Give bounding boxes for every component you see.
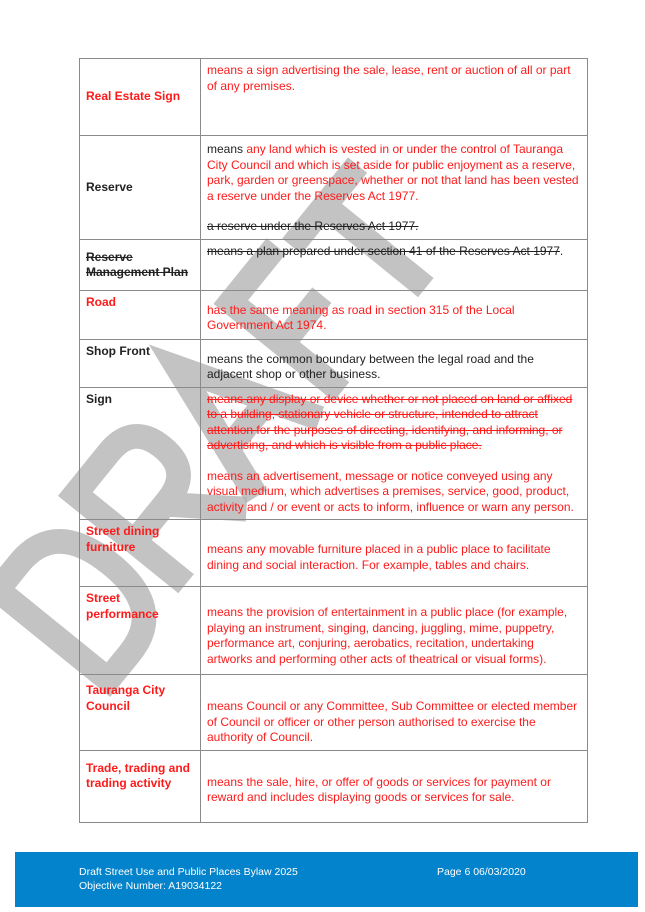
term: Road bbox=[80, 290, 201, 339]
table-row bbox=[80, 290, 588, 339]
table-row bbox=[80, 750, 588, 822]
definition: means the common boundary between the legal road and the adjacent shop or other business. bbox=[201, 339, 588, 387]
table-row bbox=[80, 136, 588, 240]
definition-text: . bbox=[559, 243, 564, 258]
definition: means the sale, hire, or offer of goods or services for payment or reward and includes displaying goods or services for sale. bbox=[201, 750, 588, 822]
definition: has the same meaning as road in section 315 of the Local Government Act 1974. bbox=[201, 290, 588, 339]
definition-prefix: means bbox=[207, 142, 247, 156]
page-footer bbox=[15, 852, 638, 907]
table-row bbox=[80, 239, 588, 290]
definition: means Council or any Committee, Sub Committee or elected member of Council or officer or other person authorised to exercise the authority of Council. bbox=[201, 675, 588, 751]
table-row bbox=[80, 59, 588, 136]
definition-text: any land which is vested in or under the control of Tauranga City Council and which is set aside for public enjoyment as a reserve, park, garden or greenspace, whether or not that land has been vested a reserve under the Reserves Act 1977. bbox=[207, 142, 579, 203]
definition bbox=[201, 59, 588, 136]
deleted-text: means a plan prepared under section 41 of the Reserves Act 1977 bbox=[207, 243, 560, 258]
deleted-text: a reserve under the Reserves Act 1977. bbox=[207, 219, 419, 233]
term: Real Estate Sign bbox=[80, 59, 201, 136]
table-row bbox=[80, 387, 588, 520]
deleted-text: means any display or device whether or not placed on land or affixed to a building, stationary vehicle or structure, intended to attract attention for the purposes of directing, identifying, and informing, or advertising, and which is visible from a public place. bbox=[207, 391, 573, 452]
term: Street dining furniture bbox=[80, 520, 201, 587]
definition bbox=[201, 136, 588, 240]
definitions-table bbox=[79, 58, 588, 823]
term: Shop Front bbox=[80, 339, 201, 387]
footer-page-date: Page 6 06/03/2020 bbox=[437, 866, 526, 878]
table-row bbox=[80, 339, 588, 387]
table-row bbox=[80, 587, 588, 675]
table-row bbox=[80, 675, 588, 751]
definition: means the provision of entertainment in a public place (for example, playing an instrument, singing, dancing, juggling, mime, puppetry, performance art, conjuring, aerobatics, recitation, undertaking artworks and performing other acts of theatrical or visual forms). bbox=[201, 587, 588, 675]
term: Sign bbox=[80, 387, 201, 520]
definition bbox=[201, 387, 588, 520]
table-row bbox=[80, 520, 588, 587]
definition: means any movable furniture placed in a public place to facilitate dining and social interaction. For example, tables and chairs. bbox=[201, 520, 588, 587]
term: Reserve bbox=[80, 136, 201, 240]
term: Street performance bbox=[80, 587, 201, 675]
term: Reserve Management Plan bbox=[80, 239, 201, 290]
term: Trade, trading and trading activity bbox=[80, 750, 201, 822]
term: Tauranga City Council bbox=[80, 675, 201, 751]
definition-text: means an advertisement, message or notice conveyed using any visual medium, which advertises a premises, service, good, product, activity and / or event or acts to inform, influence or warn any person. bbox=[207, 468, 574, 514]
definition-text: means a sign advertising the sale, lease, rent or auction of all or part of any premises. bbox=[207, 63, 571, 93]
footer-objective-number: Objective Number: A19034122 bbox=[79, 880, 223, 892]
footer-title: Draft Street Use and Public Places Bylaw 2025 bbox=[79, 866, 298, 878]
definition bbox=[201, 239, 588, 290]
